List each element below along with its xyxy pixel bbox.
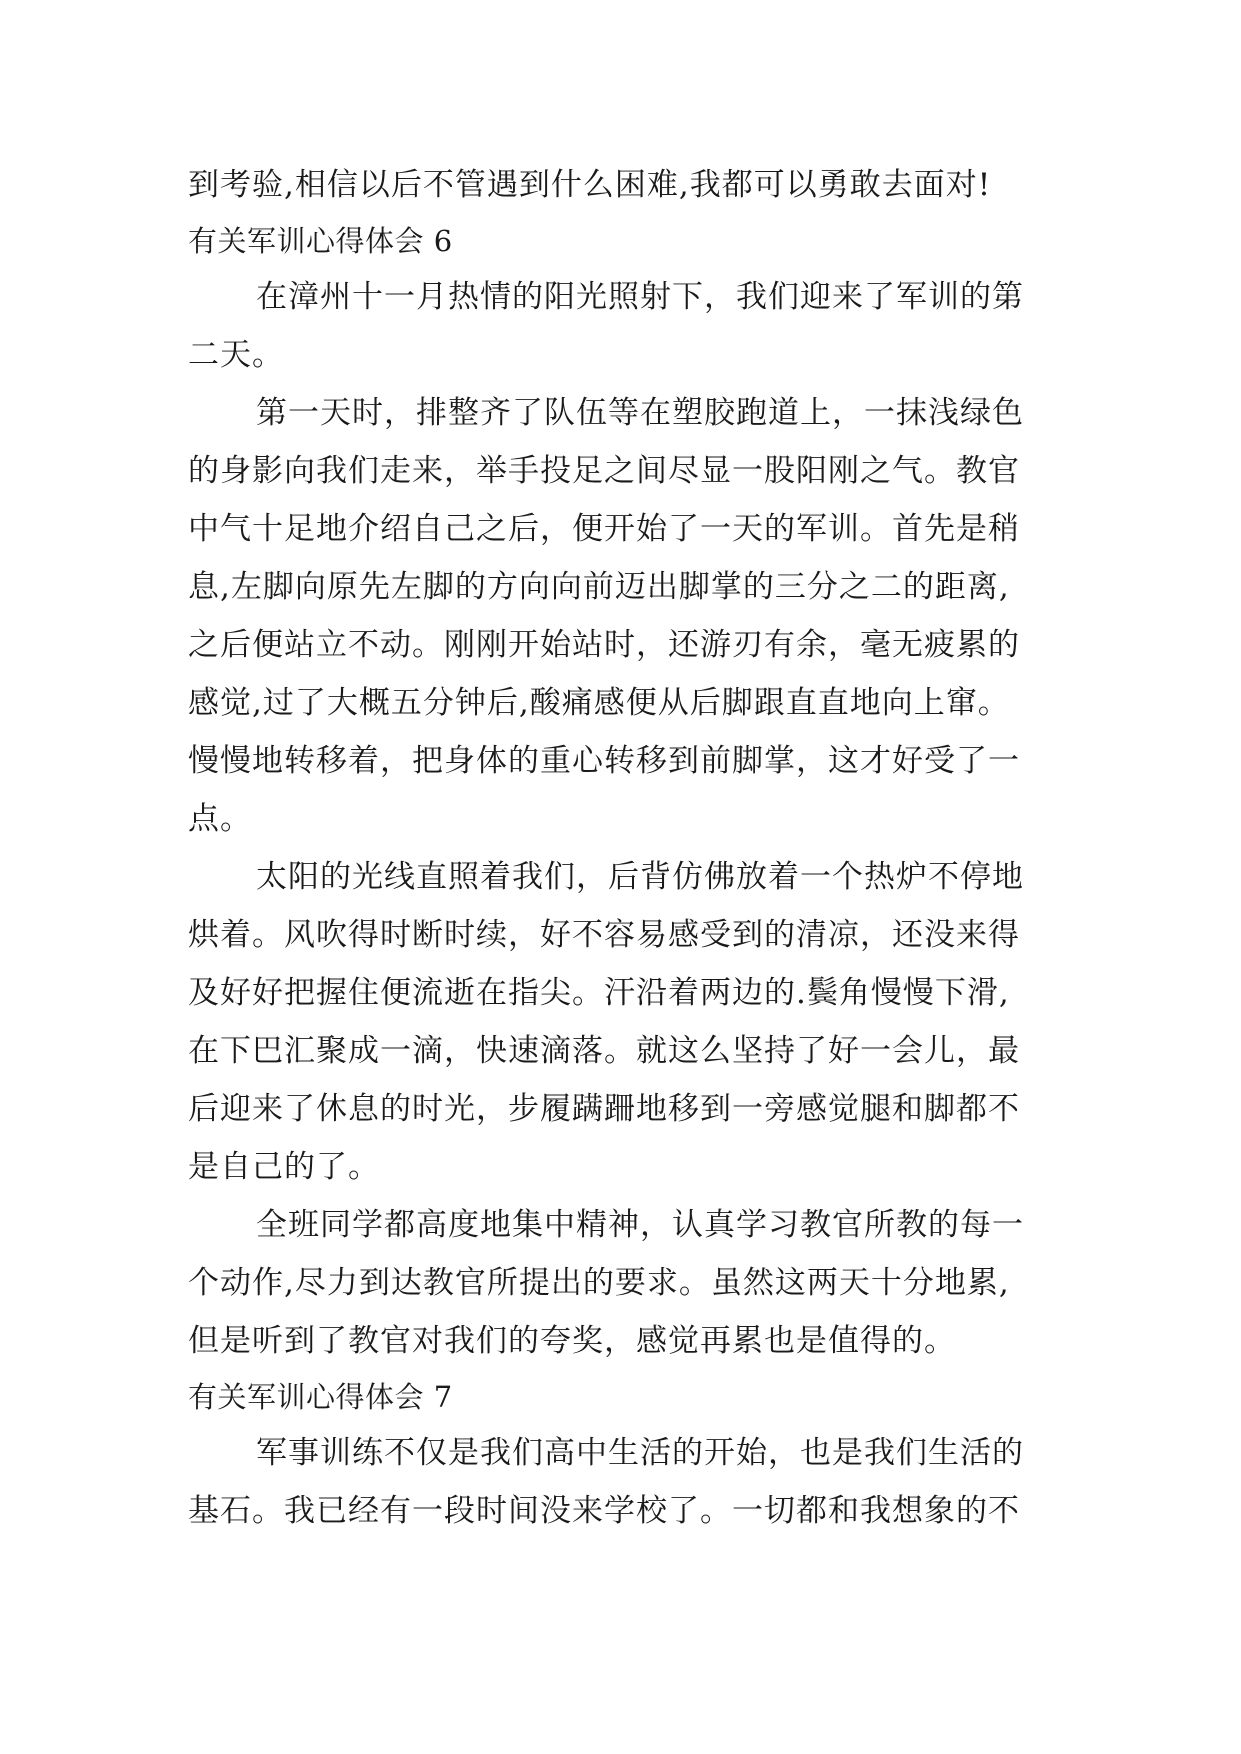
paragraph-line: 到考验,相信以后不管遇到什么困难,我都可以勇敢去面对! <box>188 167 992 203</box>
paragraph-line: 的身影向我们走来，举手投足之间尽显一股阳刚之气。教官 <box>188 453 1020 489</box>
paragraph-line: 全班同学都高度地集中精神，认真学习教官所教的每一 <box>256 1207 1024 1243</box>
paragraph-line: 中气十足地介绍自己之后，便开始了一天的军训。首先是稍 <box>188 511 1020 547</box>
paragraph-line: 后迎来了休息的时光，步履蹒跚地移到一旁感觉腿和脚都不 <box>188 1091 1020 1127</box>
paragraph-line: 基石。我已经有一段时间没来学校了。一切都和我想象的不 <box>188 1493 1020 1529</box>
paragraph-line: 在漳州十一月热情的阳光照射下，我们迎来了军训的第 <box>256 279 1024 315</box>
paragraph-line: 之后便站立不动。刚刚开始站时，还游刃有余，毫无疲累的 <box>188 627 1020 663</box>
paragraph-line: 个动作,尽力到达教官所提出的要求。虽然这两天十分地累, <box>188 1265 1010 1301</box>
paragraph-line: 及好好把握住便流逝在指尖。汗沿着两边的.鬓角慢慢下滑, <box>188 975 1010 1011</box>
paragraph-line: 烘着。风吹得时断时续，好不容易感受到的清凉，还没来得 <box>188 917 1020 953</box>
paragraph-line: 是自己的了。 <box>188 1149 380 1185</box>
paragraph-line: 二天。 <box>188 337 284 373</box>
paragraph-line: 在下巴汇聚成一滴，快速滴落。就这么坚持了好一会儿，最 <box>188 1033 1020 1069</box>
paragraph-line: 第一天时，排整齐了队伍等在塑胶跑道上，一抹浅绿色 <box>256 395 1024 431</box>
paragraph-line: 息,左脚向原先左脚的方向向前迈出脚掌的三分之二的距离, <box>188 569 1010 605</box>
document-body <box>188 156 1050 1540</box>
section-heading: 有关军训心得体会 6 <box>188 224 453 258</box>
section-heading: 有关军训心得体会 7 <box>188 1380 453 1414</box>
paragraph-line: 太阳的光线直照着我们，后背仿佛放着一个热炉不停地 <box>256 859 1024 895</box>
paragraph-line: 感觉,过了大概五分钟后,酸痛感便从后脚跟直直地向上窜。 <box>188 685 1010 721</box>
paragraph-line: 但是听到了教官对我们的夸奖，感觉再累也是值得的。 <box>188 1323 956 1359</box>
paragraph-line: 慢慢地转移着，把身体的重心转移到前脚掌，这才好受了一 <box>188 743 1020 779</box>
paragraph-line: 点。 <box>188 801 252 837</box>
paragraph-line: 军事训练不仅是我们高中生活的开始，也是我们生活的 <box>256 1435 1024 1471</box>
